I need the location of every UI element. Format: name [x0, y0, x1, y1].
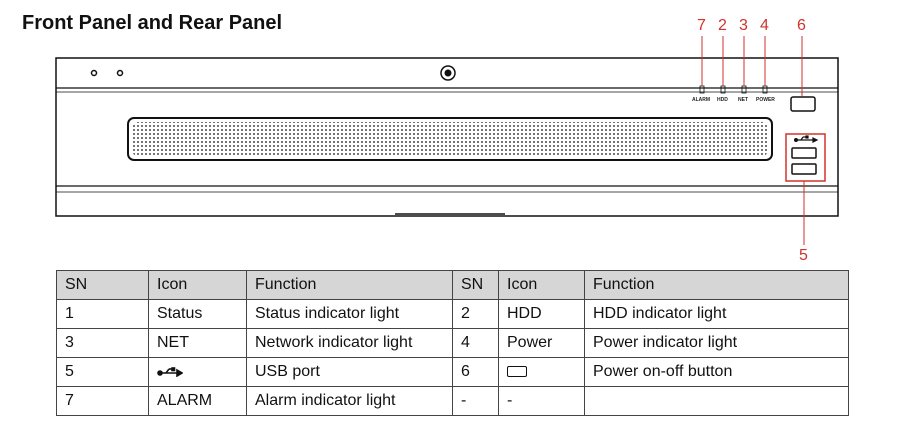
callout-3: 3: [739, 17, 748, 34]
cell-icon: Status: [149, 300, 247, 329]
power-button-icon: [507, 366, 527, 377]
table-header-row: [57, 271, 849, 300]
cell-function: HDD indicator light: [585, 300, 849, 329]
header-function-2: Function: [585, 271, 849, 300]
usb-symbol-icon: [795, 136, 817, 142]
cell-icon: [499, 358, 585, 387]
cell-icon: Power: [499, 329, 585, 358]
label-alarm: ALARM: [692, 97, 711, 103]
logo-icon: [441, 66, 455, 80]
table-row: [57, 329, 849, 358]
panel-function-table: [56, 270, 849, 416]
callout-7: 7: [697, 17, 706, 34]
cell-icon: [149, 358, 247, 387]
cell-function: [585, 387, 849, 416]
cell-sn: -: [453, 387, 499, 416]
cell-function: Status indicator light: [247, 300, 453, 329]
header-function: Function: [247, 271, 453, 300]
usb-port-1: [792, 148, 816, 158]
vent-grille: [128, 118, 772, 160]
header-sn: SN: [57, 271, 149, 300]
cell-icon: NET: [149, 329, 247, 358]
cell-sn: 7: [57, 387, 149, 416]
cell-sn: 1: [57, 300, 149, 329]
callout-2: 2: [718, 17, 727, 34]
table-row: [57, 387, 849, 416]
cell-icon: HDD: [499, 300, 585, 329]
label-power: POWER: [756, 97, 775, 103]
label-hdd: HDD: [717, 97, 728, 103]
table-row: [57, 358, 849, 387]
header-sn-2: SN: [453, 271, 499, 300]
power-button: [791, 97, 815, 111]
usb-port-2: [792, 164, 816, 174]
cell-sn: 4: [453, 329, 499, 358]
cell-function: USB port: [247, 358, 453, 387]
cell-sn: 3: [57, 329, 149, 358]
cell-sn: 6: [453, 358, 499, 387]
callout-5: 5: [799, 247, 808, 264]
status-light: [92, 71, 97, 76]
header-icon-2: Icon: [499, 271, 585, 300]
cell-sn: 2: [453, 300, 499, 329]
cell-function: Alarm indicator light: [247, 387, 453, 416]
label-net: NET: [738, 97, 748, 103]
callout-4: 4: [760, 17, 769, 34]
cell-icon: ALARM: [149, 387, 247, 416]
cell-function: Power indicator light: [585, 329, 849, 358]
cell-icon: -: [499, 387, 585, 416]
table-row: [57, 300, 849, 329]
usb-icon: [157, 367, 183, 377]
page-title: Front Panel and Rear Panel: [22, 12, 283, 34]
cell-sn: 5: [57, 358, 149, 387]
cell-function: Network indicator light: [247, 329, 453, 358]
cell-function: Power on-off button: [585, 358, 849, 387]
header-icon: Icon: [149, 271, 247, 300]
callout-6: 6: [797, 17, 806, 34]
